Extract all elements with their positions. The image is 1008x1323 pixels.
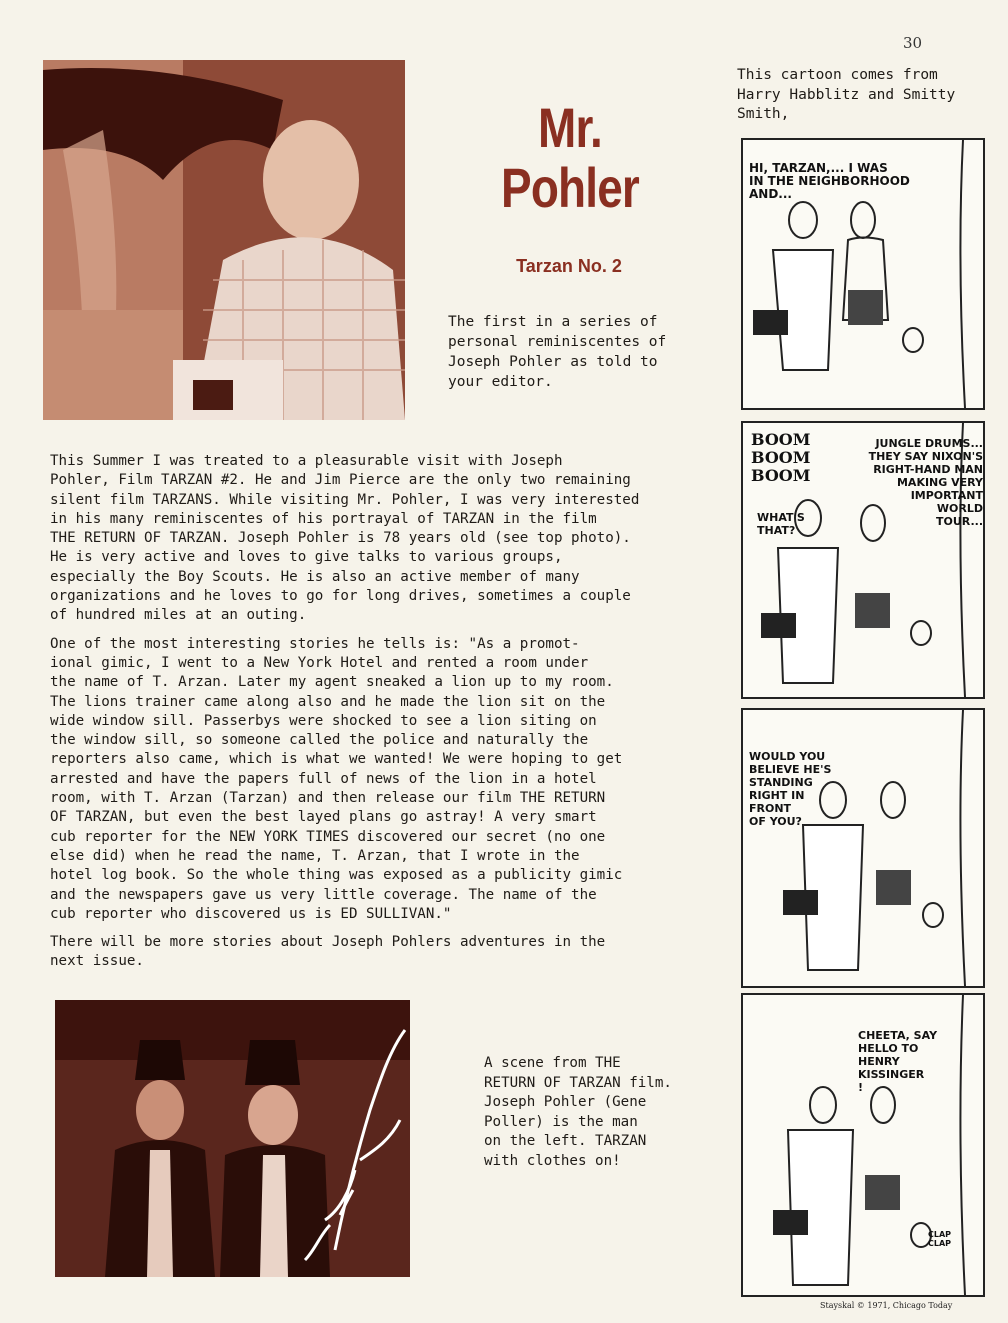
cartoon-credit: Stayskal © 1971, Chicago Today	[820, 1301, 953, 1310]
autograph-signature	[295, 1020, 410, 1270]
article-body	[50, 452, 726, 981]
cartoon-panel-2	[741, 421, 985, 699]
article-title	[470, 96, 670, 219]
paragraph-2: One of the most interesting stories he tells is: "As a promot- ional gimic, I went to a New York Hotel and rented a room under the name of T. Arzan. Later my agent sneaked a lion up to my room. The lions trainer came along also and he made the lion sit on the wide window sill. Passerbys were shocked to see a lion siting on the window sill, so someone called the police and naturally the reporters also came, which is what we wanted! We were hoping to get arrested and have the papers full of news of the lion in a hotel room, with T. Arzan (Tarzan) and then release our film THE RETURN OF TARZAN, but even the best layed plans go astray! A very smart cub reporter for the NEW YORK TIMES discovered our secret (no one else did) when he read the name, T. Arzan, that I wrote in the hotel log book. So the whole thing was exposed as a publicity gimic and the newspapers gave us very little coverage. The name of the cub reporter who discovered us is ED SULLIVAN."	[50, 635, 623, 922]
paragraph-1: This Summer I was treated to a pleasurable visit with Joseph Pohler, Film TARZAN #2. He and Jim Pierce are the only two remaining silent film TARZANS. While visiting Mr. Pohler, I was very interested in his many reminiscentes of his portrayal of TARZAN in the film THE RETURN OF TARZAN. Joseph Pohler is 78 years old (see top photo). He is very active and loves to give talks to various groups, especially the Boy Scouts. He is also an active member of many organizations and he loves to go for long drives, sometimes a couple of hundred miles at an outing.	[50, 453, 640, 624]
panel-2-speech: JUNGLE DRUMS... THEY SAY NIXON'S RIGHT-HAND MAN MAKING VERY IMPORTANT WORLD TOUR...	[868, 437, 983, 528]
cartoon-panel-4	[741, 993, 985, 1297]
panel-2-sound: BOOM BOOM BOOM	[751, 430, 811, 485]
photo-caption: A scene from THE RETURN OF TARZAN film. Joseph Pohler (Gene Poller) is the man on the left. TARZAN with clothes on!	[484, 1055, 672, 1169]
panel-4-clap: CLAP CLAP	[928, 1230, 952, 1248]
article-subtitle: Tarzan No. 2	[516, 256, 622, 276]
title-line-1: Mr.	[538, 96, 602, 159]
paragraph-3: There will be more stories about Joseph Pohlers adventures in the next issue.	[50, 934, 606, 970]
title-line-2: Pohler	[501, 156, 639, 219]
intro-text: The first in a series of personal reminiscentes of Joseph Pohler as told to your editor.	[448, 314, 667, 390]
panel-4-speech: CHEETA, SAY HELLO TO HENRY KISSINGER !	[858, 1029, 938, 1094]
cartoon-intro: This cartoon comes from Harry Habblitz and Smitty Smith,	[737, 67, 956, 122]
panel-1-speech: HI, TARZAN,... I WAS IN THE NEIGHBORHOOD AND...	[749, 161, 910, 201]
portrait-photo	[43, 60, 405, 420]
cartoon-panel-1	[741, 138, 985, 410]
panel-3-speech: WOULD YOU BELIEVE HE'S STANDING RIGHT IN FRONT OF YOU?	[749, 750, 832, 828]
panel-2-question: WHAT'S THAT?	[757, 511, 805, 537]
film-still-photo	[55, 1000, 410, 1277]
page-number: 30	[903, 34, 923, 52]
cartoon-panel-3	[741, 708, 985, 988]
